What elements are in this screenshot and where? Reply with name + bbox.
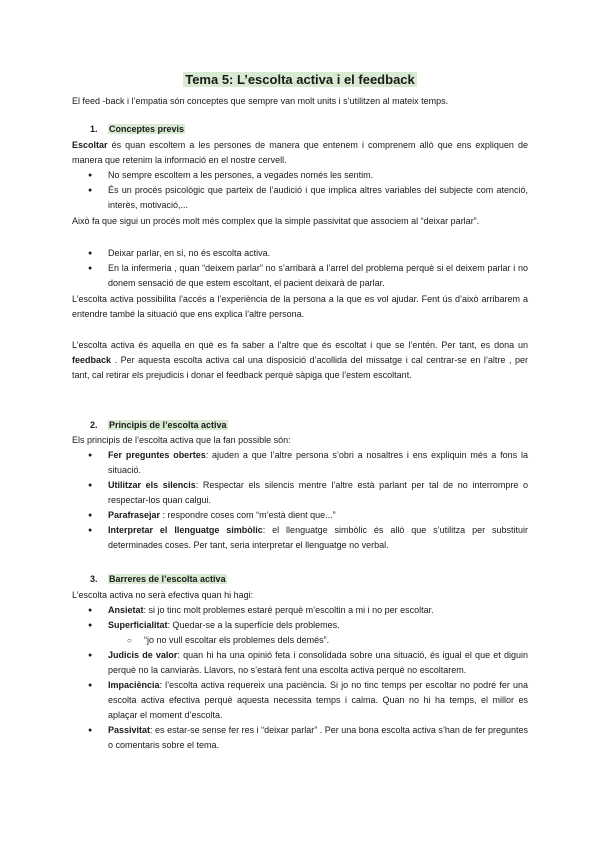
- list-item: ● Passivitat: es estar-se sense fer res i “deixar parlar” . Per una bona escolta activa s’han de fer preguntes o comentaris sobre el tema.: [72, 723, 528, 753]
- s3-barriers-list: [72, 603, 528, 753]
- s1-bullet-list-2: [72, 246, 528, 291]
- list-item: ● Interpretar el llenguatge simbòlic: el llenguatge simbòlic és allò que s’utilitza per substituir determinades coses. Per tant, seria interpretar el llenguatge no verbal.: [72, 523, 528, 553]
- list-item: ● Ansietat: si jo tinc molt problemes estaré perquè m’escoltin a mi i no per escoltar.: [72, 603, 528, 618]
- list-item: ● No sempre escoltem a les persones, a vegades només les sentim.: [72, 168, 528, 183]
- document-title: Tema 5: L’escolta activa i el feedback: [185, 72, 415, 87]
- list-item: ● En la infermeria , quan “deixem parlar” no s’arribarà a l’arrel del problema perquè si el deixem parlar i no donem sensació de que estem escoltant, el pacient deixarà de parlar.: [72, 261, 528, 291]
- list-item: ● Superficialitat: Quedar-se a la superfície dels problemes.: [72, 618, 528, 633]
- list-item: ● Judicis de valor: quan hi ha una opinió feta i consolidada sobre una situació, és igual el que et diguin perquè no la canviaràs. Llavors, no s’estarà fent una escolta activa perquè no escoltarem.: [72, 648, 528, 678]
- intro-paragraph: El feed -back i l’empatia són conceptes que sempre van molt units i s’utilitzen al mateix temps.: [72, 96, 449, 106]
- section-heading-3: 3. Barreres de l’escolta activa: [90, 574, 226, 584]
- list-item: ● Deixar parlar, en sí, no és escolta activa.: [72, 246, 528, 261]
- s2-principles-list: [72, 448, 528, 553]
- list-item: ● Utilitzar els silencis: Respectar els silencis mentre l’altre està parlant per tal de no interrompre o respectar-los quan calgui.: [72, 478, 528, 508]
- list-item: ● Impaciència: l’escolta activa requereix una paciència. Si jo no tinc temps per escoltar no podré fer una escolta activa efectiva perquè aquesta necessita temps i calma. Quan no hi ha temps, el millor es aplaçar el moment d’escolta.: [72, 678, 528, 723]
- s3-intro: L’escolta activa no serà efectiva quan hi hagi:: [72, 590, 254, 600]
- sub-list-item: ○ “jo no vull escoltar els problemes dels demés”.: [72, 633, 528, 648]
- list-item: ● Fer preguntes obertes: ajuden a que l’altre persona s’obri a nosaltres i ens expliquin més a fons la situació.: [72, 448, 528, 478]
- section-heading-1: 1. Conceptes previs: [90, 124, 185, 134]
- list-item: ● És un procés psicològic que parteix de l’audició i que implica altres variables del subjecte com atenció, interès, motivació,...: [72, 183, 528, 213]
- section-heading-2: 2. Principis de l’escolta activa: [90, 420, 227, 430]
- list-item: ● Parafrasejar : respondre coses com “m’està dient que...”: [72, 508, 528, 523]
- s1-paragraph-1: Escoltar és quan escoltem a les persones de manera que entenem i comprenem allò que ens expliquen de manera que retenim la informació en el nostre cervell.: [72, 140, 528, 165]
- s1-paragraph-3: L’escolta activa possibilita l’accés a l’experiència de la persona a la que es vol ajudar. Fent ús d’això arribarem a entendre també la situació que ens explica l’altre persona.: [72, 294, 528, 319]
- s1-paragraph-4: L’escolta activa és aquella en què es fa saber a l’altre que és escoltat i que se l’entén. Per tant, es dona un feedback . Per aquesta escolta activa cal una disposició d’acollida del missatge i cal centrar-se en l’altre , per tant, cal retirar els prejudicis i donar el feedback perquè sàpiga que l’estem escoltant.: [72, 340, 528, 380]
- s2-intro: Els principis de l’escolta activa que la fan possible són:: [72, 435, 291, 445]
- s1-bullet-list-1: [72, 168, 528, 213]
- s1-paragraph-2: Això fa que sigui un procés molt més complex que la simple passivitat que associem al “deixar parlar”.: [72, 216, 480, 226]
